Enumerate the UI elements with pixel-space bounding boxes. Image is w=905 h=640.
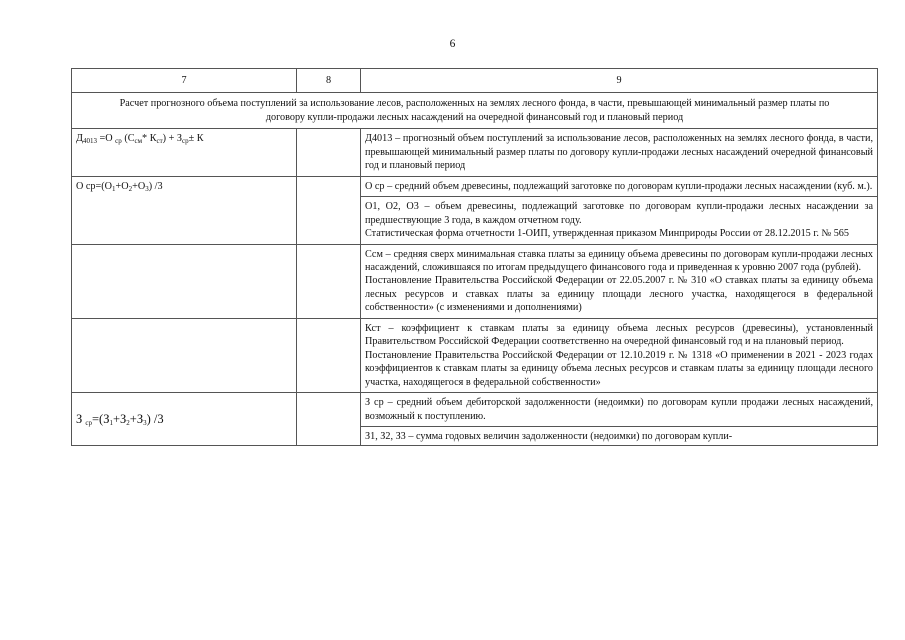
formula-o-sr: О $ср=(О_1+О_2+О_3)$ /3 [72,176,297,244]
description-cell [361,318,878,392]
description-text: О1, О2, О3 – объем древесины, подлежащий заготовке по договорам купли-продажи лесных насаждении за предшествующие 3 года, в каждом отчетном году. [365,201,873,226]
section-title-row [72,93,878,129]
column-header-9: 9 [361,69,878,93]
description-cell [361,197,878,244]
empty-cell [297,244,361,318]
description-cell: З ср – средний объем дебиторской задолженности (недоимки) по договорам купли продажи лесных насаждений, возможный к поступлению. [361,393,878,427]
table-row [72,393,878,427]
description-cell [361,426,878,445]
document-table [71,68,878,446]
empty-cell [297,318,361,392]
table-row [72,176,878,196]
empty-cell [297,176,361,244]
table-row [72,244,878,318]
empty-cell [72,318,297,392]
description-text: Ссм – средняя сверх минимальная ставка платы за единицу объема древесины по договорам купли-продажи лесных насаждений, сложившаяся по итогам предыдущего финансового года и приведенная к уровню 2007 года (рублей). [365,248,873,273]
page-number: 6 [449,38,456,50]
empty-cell [297,393,361,446]
column-header-row [72,69,878,93]
table-row [72,129,878,176]
empty-cell [297,129,361,176]
description-cell [361,244,878,318]
legal-reference: Постановление Правительства Российской Федерации от 22.05.2007 г. № 310 «О ставках платы за единицу объема лесных ресурсов и ставках платы за единицу площади лесного участка, находящегося в федеральной собственности» (с изменениями и дополнениями) [365,275,873,314]
formula-z-sr: З $_{ср}=(З_1+З_2+З_3)$ /3 [72,393,297,446]
section-title: Расчет прогнозного объема поступлений за использование лесов, расположенных на землях лесного фонда, в части, превышающей минимальный размер платы по договору купли-продажи лесных насаждений на очередной финансовый год и плановый период [72,93,878,129]
description-cell: О ср – средний объем древесины, подлежащий заготовке по договорам купли-продажи лесных насаждении (куб. м.). [361,176,878,196]
legal-reference: Постановление Правительства Российской Федерации от 12.10.2019 г. № 1318 «О применении в 2021 - 2023 годах коэффициентов к ставкам платы за единицу объема лесных ресурсов и ставкам платы за единицу площади лесного участка, находящегося в федеральной собственности» [365,349,873,388]
table-row [72,318,878,392]
formula-d4013: $Д_{4013} =О$ $_{ср}$ ($С_{см}*$ $К_{ст}) + З_{ср}\pm К$ [72,129,297,176]
legal-reference: Статистическая форма отчетности 1-ОИП, утвержденная приказом Минприроды России от 28.12.2015 г. № 565 [365,228,849,240]
description-text: З1, З2, З3 – сумма годовых величин задолженности (недоимки) по договорам купли- [365,430,733,442]
description-text: Кст – коэффициент к ставкам платы за единицу объема лесных ресурсов (древесины), установленный Правительством Российской Федерации соответственно на очередной финансовый год и на плановый период. [365,322,873,348]
column-header-8: 8 [297,69,361,93]
description-cell: Д4013 – прогнозный объем поступлений за использование лесов, расположенных на землях лесного фонда, в части, превышающей минимальный размер платы по договору купли-продажи лесных насаждений очередной финансовый год и плановый период [361,129,878,176]
empty-cell [72,244,297,318]
column-header-7: 7 [72,69,297,93]
